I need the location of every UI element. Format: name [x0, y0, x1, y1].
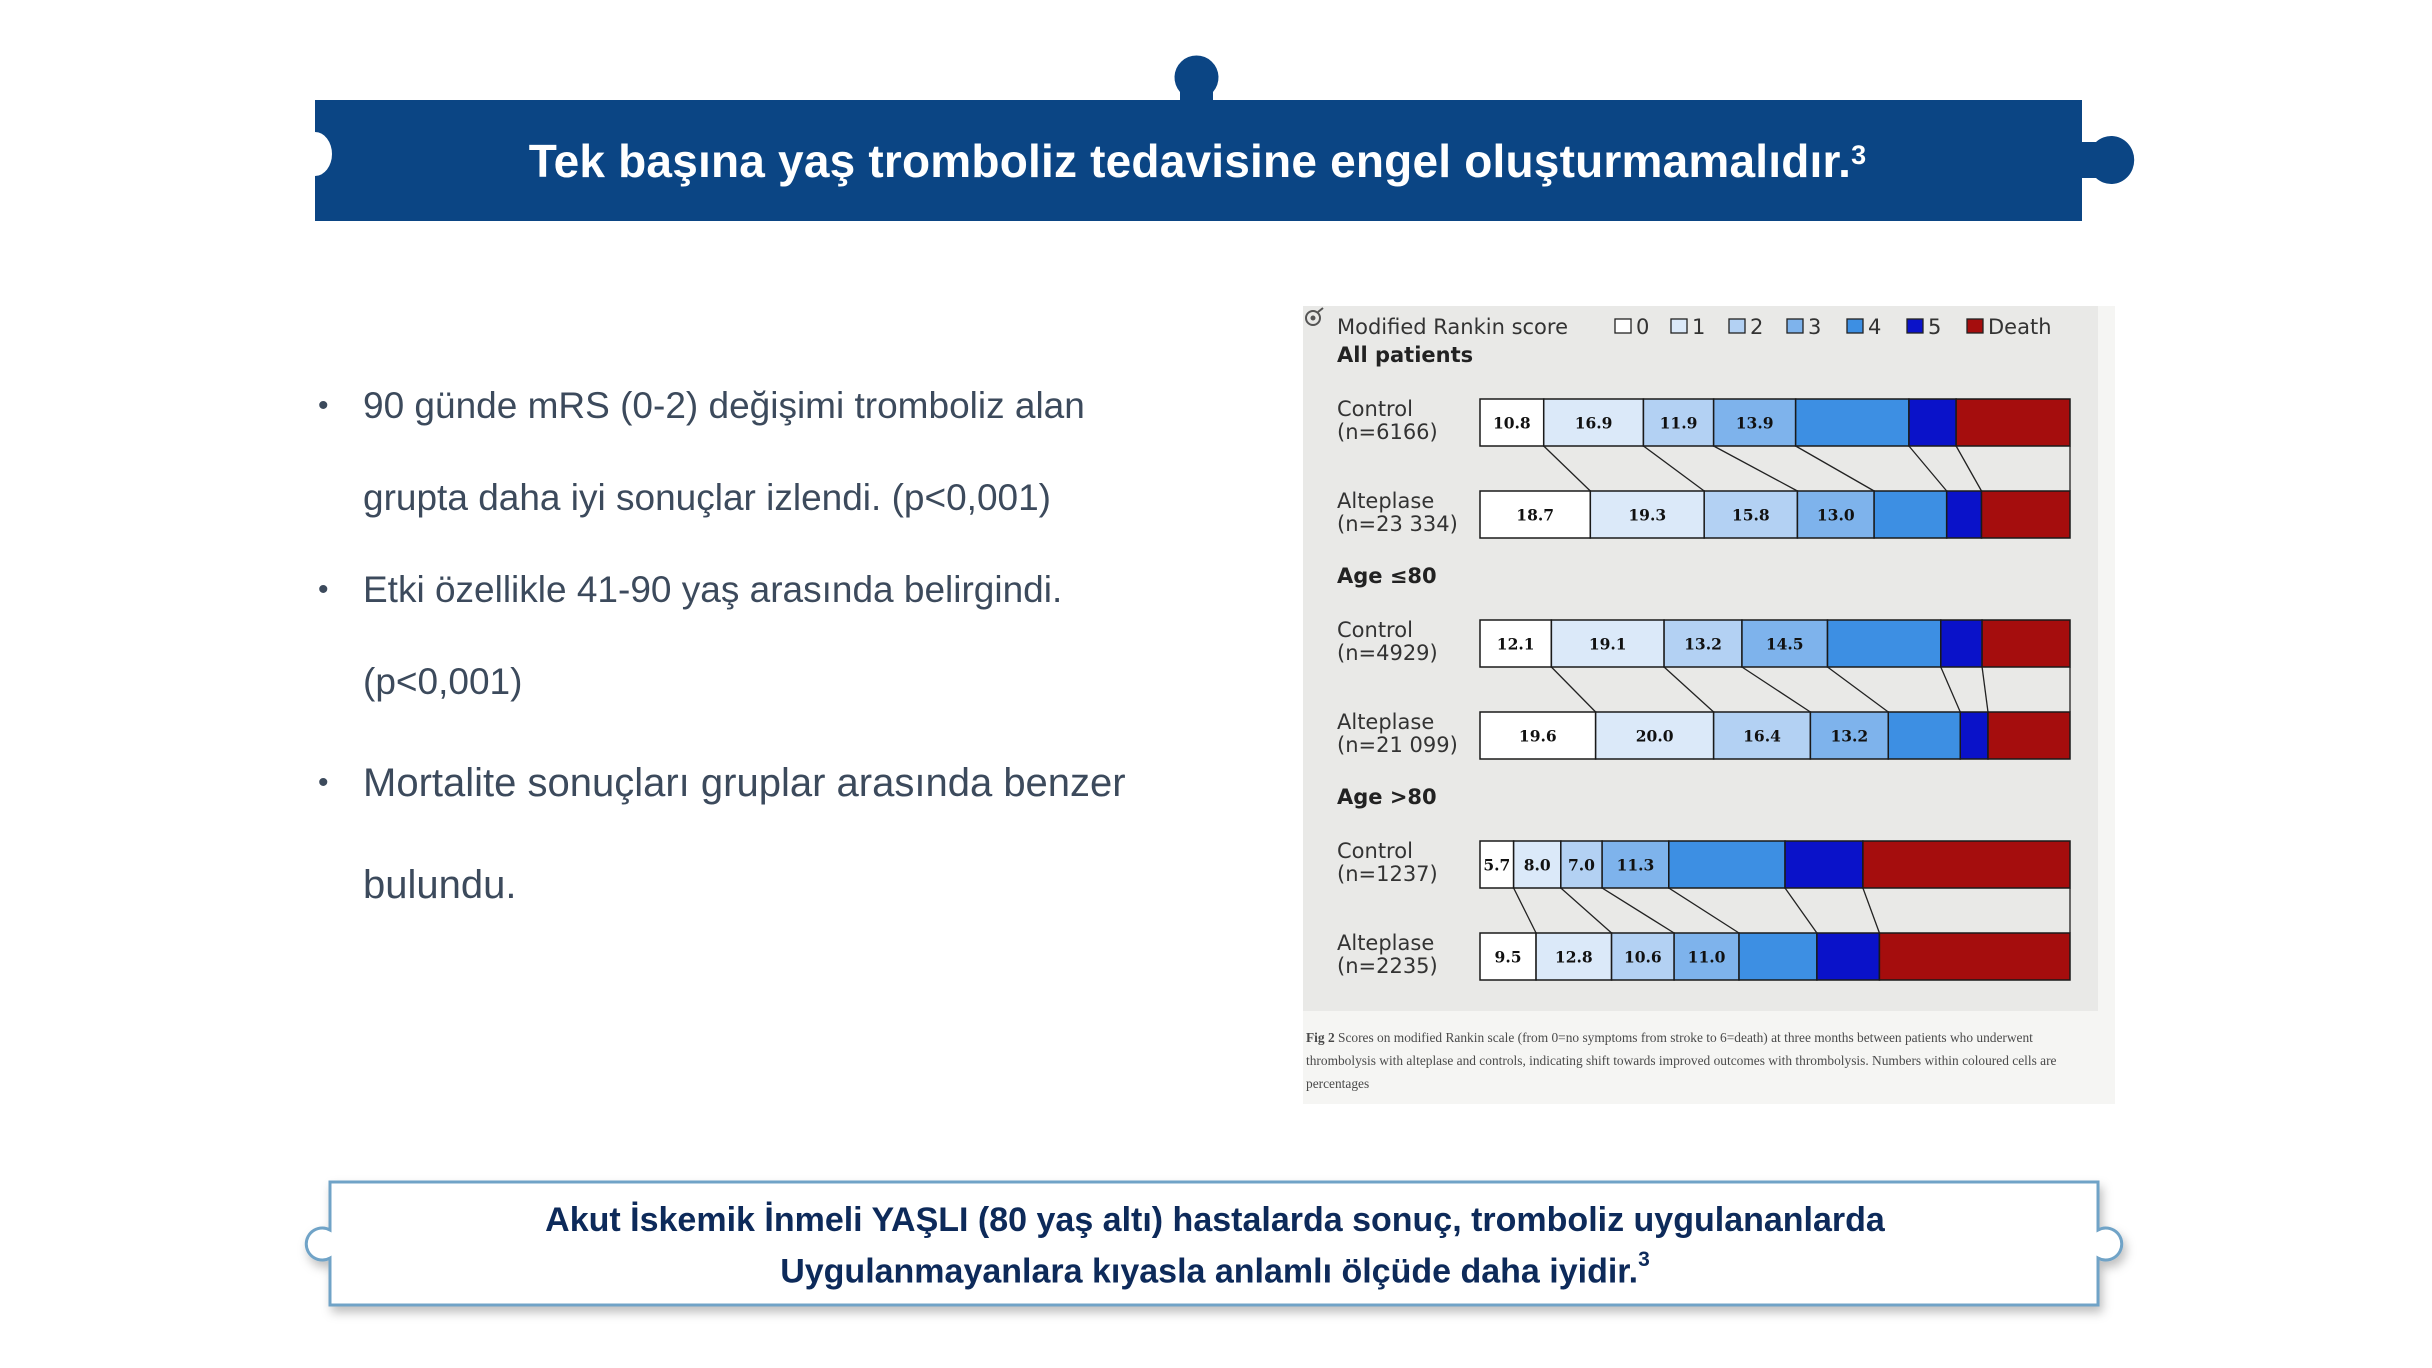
bar-segment — [1796, 399, 1909, 446]
data-label: 14.5 — [1765, 634, 1804, 654]
row-label: Control — [1337, 618, 1413, 642]
title-banner-right-tab — [2081, 136, 2134, 184]
connector-line — [1602, 888, 1674, 933]
data-label: 11.0 — [1687, 947, 1726, 967]
connector-line — [1561, 888, 1612, 933]
mrs-stacked-bar-chart — [1303, 306, 2115, 1011]
connector-line — [1714, 446, 1798, 491]
bar-segment — [1785, 841, 1863, 888]
legend-label-6: Death — [1988, 315, 2052, 339]
bar-segment — [1817, 933, 1880, 980]
bar-segment — [1947, 491, 1982, 538]
bar-segment — [1941, 620, 1982, 667]
data-label: 11.3 — [1616, 855, 1655, 875]
connector-line — [1863, 888, 1880, 933]
legend-label-3: 3 — [1808, 315, 1822, 339]
legend-swatch-2 — [1729, 319, 1745, 333]
bullet-dot: • — [318, 573, 329, 606]
bullet-list — [310, 360, 1210, 936]
bar-segment — [1739, 933, 1817, 980]
legend-label-2: 2 — [1750, 315, 1764, 339]
connector-line — [1643, 446, 1704, 491]
data-label: 19.1 — [1588, 634, 1627, 654]
connector-line — [1941, 667, 1960, 712]
data-label: 12.1 — [1496, 634, 1535, 654]
bullet-item-1 — [310, 360, 1210, 544]
figure-caption-text: Scores on modified Rankin scale (from 0=no symptoms from stroke to 6=death) at three months between patients who underwent thrombolysis with alteplase and controls, indicating shift towards improved outcomes with thrombolysis. Numbers within coloured cells are percentages — [1306, 1030, 2057, 1091]
connector-line — [1551, 667, 1595, 712]
figure-caption — [1306, 1026, 2106, 1095]
row-label: Control — [1337, 839, 1413, 863]
conclusion-text — [330, 1198, 2100, 1293]
group-title: All patients — [1337, 343, 1474, 367]
bar-segment — [1888, 712, 1960, 759]
bar-segment — [1669, 841, 1785, 888]
legend-label-5: 5 — [1928, 315, 1942, 339]
data-label: 16.4 — [1743, 726, 1781, 746]
data-label: 13.2 — [1830, 726, 1869, 746]
connector-line — [1796, 446, 1874, 491]
connector-line — [1742, 667, 1810, 712]
bar-segment — [1909, 399, 1956, 446]
bar-segment — [1956, 399, 2070, 446]
bar-segment — [1879, 933, 2070, 980]
legend-swatch-5 — [1907, 319, 1923, 333]
row-label: Alteplase — [1337, 931, 1435, 955]
data-label: 19.6 — [1518, 726, 1557, 746]
page-title — [315, 100, 2080, 222]
bullet-2-line-1: Etki özellikle 41-90 yaş arasında belirgindi. — [363, 569, 1063, 610]
data-label: 20.0 — [1635, 726, 1674, 746]
bullet-3-line-2: bulundu. — [363, 863, 517, 907]
data-label: 16.9 — [1574, 413, 1613, 433]
row-n-label: (n=4929) — [1337, 641, 1438, 665]
conclusion-line-2-text: Uygulanmayanlara kıyasla anlamlı ölçüde daha iyidir. — [780, 1252, 1639, 1291]
bar-segment — [1988, 712, 2070, 759]
page-title-superscript: 3 — [1851, 139, 1867, 170]
connector-line — [1909, 446, 1947, 491]
data-label: 8.0 — [1523, 855, 1551, 875]
figure-caption-label: Fig 2 — [1306, 1030, 1335, 1045]
data-label: 5.7 — [1483, 855, 1511, 875]
data-label: 11.9 — [1659, 413, 1698, 433]
conclusion-line-1: Akut İskemik İnmeli YAŞLI (80 yaş altı) hastalarda sonuç, tromboliz uygulananlarda — [545, 1201, 1885, 1239]
connector-line — [1785, 888, 1817, 933]
page-title-text: Tek başına yaş tromboliz tedavisine engel oluşturmamalıdır. — [528, 135, 1852, 187]
legend-label-4: 4 — [1868, 315, 1882, 339]
row-label: Alteplase — [1337, 489, 1435, 513]
conclusion-line-2 — [330, 1242, 2100, 1293]
bullet-3-line-1: Mortalite sonuçları gruplar arasında benzer — [363, 761, 1126, 805]
connector-line — [1982, 667, 1988, 712]
zoom-icon[interactable] — [1303, 306, 1325, 328]
data-label: 9.5 — [1494, 947, 1522, 967]
legend-title: Modified Rankin score — [1337, 315, 1568, 339]
data-label: 10.8 — [1492, 413, 1531, 433]
data-label: 13.9 — [1735, 413, 1774, 433]
bullet-item-3 — [310, 732, 1210, 936]
connector-line — [1956, 446, 1981, 491]
data-label: 19.3 — [1628, 505, 1667, 525]
legend-label-1: 1 — [1692, 315, 1706, 339]
connector-line — [1828, 667, 1889, 712]
data-label: 15.8 — [1731, 505, 1770, 525]
row-n-label: (n=6166) — [1337, 420, 1438, 444]
bullet-dot: • — [318, 389, 329, 422]
connector-line — [1544, 446, 1591, 491]
connector-line — [1664, 667, 1714, 712]
connector-line — [1514, 888, 1536, 933]
legend-swatch-4 — [1847, 319, 1863, 333]
bullet-item-2 — [310, 544, 1210, 728]
bullet-2-line-2: (p<0,001) — [363, 661, 523, 702]
bullet-1-line-2: grupta daha iyi sonuçlar izlendi. (p<0,001) — [363, 477, 1052, 518]
row-n-label: (n=23 334) — [1337, 512, 1458, 536]
row-label: Alteplase — [1337, 710, 1435, 734]
data-label: 10.6 — [1623, 947, 1662, 967]
data-label: 13.0 — [1816, 505, 1855, 525]
data-label: 12.8 — [1554, 947, 1593, 967]
row-label: Control — [1337, 397, 1413, 421]
data-label: 7.0 — [1567, 855, 1595, 875]
legend-swatch-0 — [1615, 319, 1631, 333]
conclusion-superscript: 3 — [1638, 1248, 1650, 1271]
legend-label-0: 0 — [1636, 315, 1650, 339]
legend-swatch-6 — [1967, 319, 1983, 333]
legend-swatch-3 — [1787, 319, 1803, 333]
mrs-figure — [1303, 306, 2115, 1104]
bullet-1-line-1: 90 günde mRS (0-2) değişimi tromboliz alan — [363, 385, 1085, 426]
row-n-label: (n=1237) — [1337, 862, 1438, 886]
group-title: Age >80 — [1337, 785, 1437, 809]
data-label: 18.7 — [1516, 505, 1555, 525]
legend-swatch-1 — [1671, 319, 1687, 333]
row-n-label: (n=21 099) — [1337, 733, 1458, 757]
bar-segment — [1828, 620, 1941, 667]
title-banner-top-tab — [1175, 55, 1219, 101]
bar-segment — [1982, 620, 2070, 667]
bar-segment — [1960, 712, 1988, 759]
data-label: 13.2 — [1684, 634, 1722, 654]
bullet-dot: • — [318, 766, 329, 799]
bar-segment — [1874, 491, 1947, 538]
bar-segment — [1982, 491, 2071, 538]
row-n-label: (n=2235) — [1337, 954, 1438, 978]
group-title: Age ≤80 — [1337, 564, 1437, 588]
connector-line — [1669, 888, 1739, 933]
bar-segment — [1863, 841, 2070, 888]
